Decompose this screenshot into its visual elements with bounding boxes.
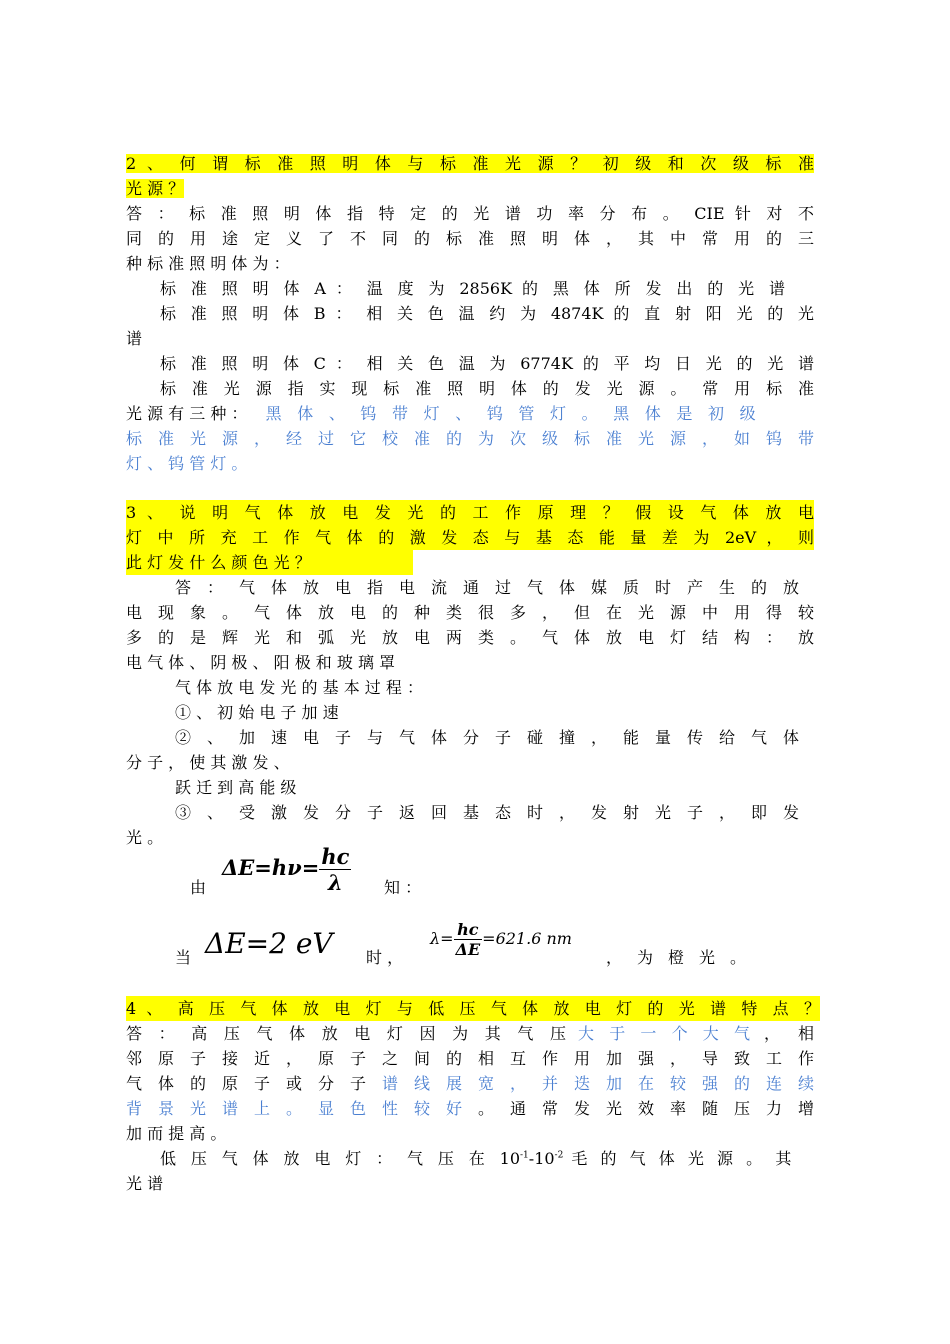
q2-title-line-2 (126, 176, 814, 201)
q4-answer-4-black: 。 通 常 发 光 效 率 随 压 力 增 (478, 1099, 814, 1118)
q4-answer-6-a: 低 压 气 体 放 电 灯 ： 气 压 在 10 (160, 1149, 520, 1168)
q2-answer-9-blue: 黑 体 、 钨 带 灯 、 钨 管 灯 。 黑 体 是 初 级 (265, 404, 756, 423)
q2-answer-7: 标 准 照 明 体 C ： 相 关 色 温 为 6774K 的 平 均 日 光 的 光 谱 (160, 354, 814, 373)
q2-answer-3: 种 标 准 照 明 体 为 ： (126, 254, 290, 273)
eq1-numerator: hc (321, 844, 350, 869)
q3-answer-5: 气 体 放 电 发 光 的 基 本 过 程 ： (175, 678, 423, 697)
q3-answer-2: 电 现 象 。 气 体 放 电 的 种 类 很 多 ， 但 在 光 源 中 用 得 较 (126, 603, 814, 622)
q2-answer-2: 同 的 用 途 定 义 了 不 同 的 标 准 照 明 体 ， 其 中 常 用 的 三 (126, 229, 814, 248)
q4-answer-7: 光 谱 (126, 1174, 164, 1193)
q2-answer-9 (126, 401, 814, 426)
eq3-fraction (454, 920, 483, 959)
q3-answer-1: 答 ： 气 体 放 电 指 电 流 通 过 气 体 媒 质 时 产 生 的 放 (175, 578, 799, 597)
q2-answer-9-black: 光 源 有 三 种 ： (126, 404, 248, 423)
q4-answer-1-blue: 大 于 一 个 大 气 (578, 1024, 750, 1043)
equation-1 (222, 844, 351, 895)
eq2-suffix: 时 ， (366, 948, 404, 967)
q4-answer-6-b: -10 (528, 1149, 555, 1168)
q3-answer-10: ③ 、 受 激 发 分 子 返 回 基 态 时 ， 发 射 光 子 ， 即 发 (175, 803, 799, 822)
q3-title-2: 灯 中 所 充 工 作 气 体 的 激 发 态 与 基 态 能 量 差 为 2eV ， 则 (126, 525, 814, 550)
q2-answer-5: 标 准 照 明 体 B ： 相 关 色 温 约 为 4874K 的 直 射 阳 光 的 光 (160, 304, 814, 323)
q2-title-2: 光 源 ？ (126, 179, 185, 198)
q4-answer-6-c: 毛 的 气 体 光 源 。 其 (571, 1149, 792, 1168)
q4-answer-3-black: 气 体 的 原 子 或 分 子 (126, 1074, 366, 1093)
eq3-lhs: λ= (430, 929, 454, 948)
q2-answer-1: 答 ： 标 准 照 明 体 指 特 定 的 光 谱 功 率 分 布 。 CIE 针 对 不 (126, 204, 814, 223)
q3-answer-6: ① 、 初 始 电 子 加 速 (175, 703, 339, 722)
q2-answer-4: 标 准 照 明 体 A ： 温 度 为 2856K 的 黑 体 所 发 出 的 光 谱 (160, 279, 785, 298)
q2-answer-8: 标 准 光 源 指 实 现 标 准 照 明 体 的 发 光 源 。 常 用 标 准 (160, 379, 814, 398)
q3-title-line-1 (126, 500, 814, 525)
q3-title-line-2 (126, 525, 814, 550)
q3-title-3: 此 灯 发 什 么 颜 色 光 ？ (126, 550, 413, 575)
q4-answer-6-sup1: -1 (520, 1150, 529, 1161)
q4-answer-1 (126, 1021, 814, 1046)
eq1-lhs: ΔE=hν= (222, 855, 320, 880)
q4-answer-5: 加 而 提 高 。 (126, 1124, 227, 1143)
q4-answer-1-black: 答 ： 高 压 气 体 放 电 灯 因 为 其 气 压 (126, 1024, 566, 1043)
equation-3 (430, 920, 572, 959)
q3-title-1: 3 、 说 明 气 体 放 电 发 光 的 工 作 原 理 ？ 假 设 气 体 放 电 (126, 500, 814, 525)
q4-answer-3 (126, 1071, 814, 1096)
q3-title-line-3 (126, 550, 814, 575)
q2-title-1: 2 、 何 谓 标 准 照 明 体 与 标 准 光 源 ？ 初 级 和 次 级 标 准 (126, 154, 814, 173)
q3-answer-11: 光 。 (126, 828, 164, 847)
eq1-fraction (319, 844, 351, 895)
q2-answer-6: 谱 (126, 329, 143, 348)
q4-title: 4 、 高 压 气 体 放 电 灯 与 低 压 气 体 放 电 灯 的 光 谱 特 点 ？ (126, 996, 820, 1021)
eq3-numerator: hc (454, 920, 483, 940)
eq2-prefix: 当 (175, 948, 192, 967)
q4-answer-6 (160, 1146, 814, 1171)
q4-answer-2: 邻 原 子 接 近 ， 原 子 之 间 的 相 互 作 用 加 强 ， 导 致 工 作 (126, 1049, 814, 1068)
q3-answer-8: 分 子 ， 使 其 激 发 、 (126, 753, 290, 772)
eq3-denominator: ΔE (455, 940, 481, 959)
eq1-suffix: 知 ： (384, 878, 422, 897)
eq1-prefix: 由 (190, 878, 207, 897)
eq1-denominator: λ (328, 870, 343, 895)
q3-answer-4: 电 气 体 、 阴 极 、 阳 极 和 玻 璃 罩 (126, 653, 396, 672)
q4-answer-1-end: ， 相 (764, 1024, 814, 1043)
q2-title-line-1 (126, 151, 814, 176)
q2-answer-11: 灯 、 钨 管 灯 。 (126, 454, 248, 473)
q4-answer-4 (126, 1096, 814, 1121)
q3-answer-9: 跃 迁 到 高 能 级 (175, 778, 297, 797)
q4-title-line (126, 996, 820, 1021)
q4-answer-4-blue: 背 景 光 谱 上 。 显 色 性 较 好 (126, 1099, 462, 1118)
q4-answer-6-sup2: -2 (554, 1150, 564, 1161)
equation-2: ΔE=2 eV (205, 927, 333, 960)
eq3-rhs: =621.6 nm (482, 929, 572, 948)
q4-answer-3-blue: 谱 线 展 宽 ， 并 迭 加 在 较 强 的 连 续 (382, 1074, 814, 1093)
q3-answer-3: 多 的 是 辉 光 和 弧 光 放 电 两 类 。 气 体 放 电 灯 结 构 ： 放 (126, 628, 814, 647)
q2-answer-10: 标 准 光 源 ， 经 过 它 校 准 的 为 次 级 标 准 光 源 ， 如 钨 带 (126, 429, 814, 448)
eq-tail: ， 为 橙 光 。 (606, 948, 746, 967)
q3-answer-7: ② 、 加 速 电 子 与 气 体 分 子 碰 撞 ， 能 量 传 给 气 体 (175, 728, 799, 747)
